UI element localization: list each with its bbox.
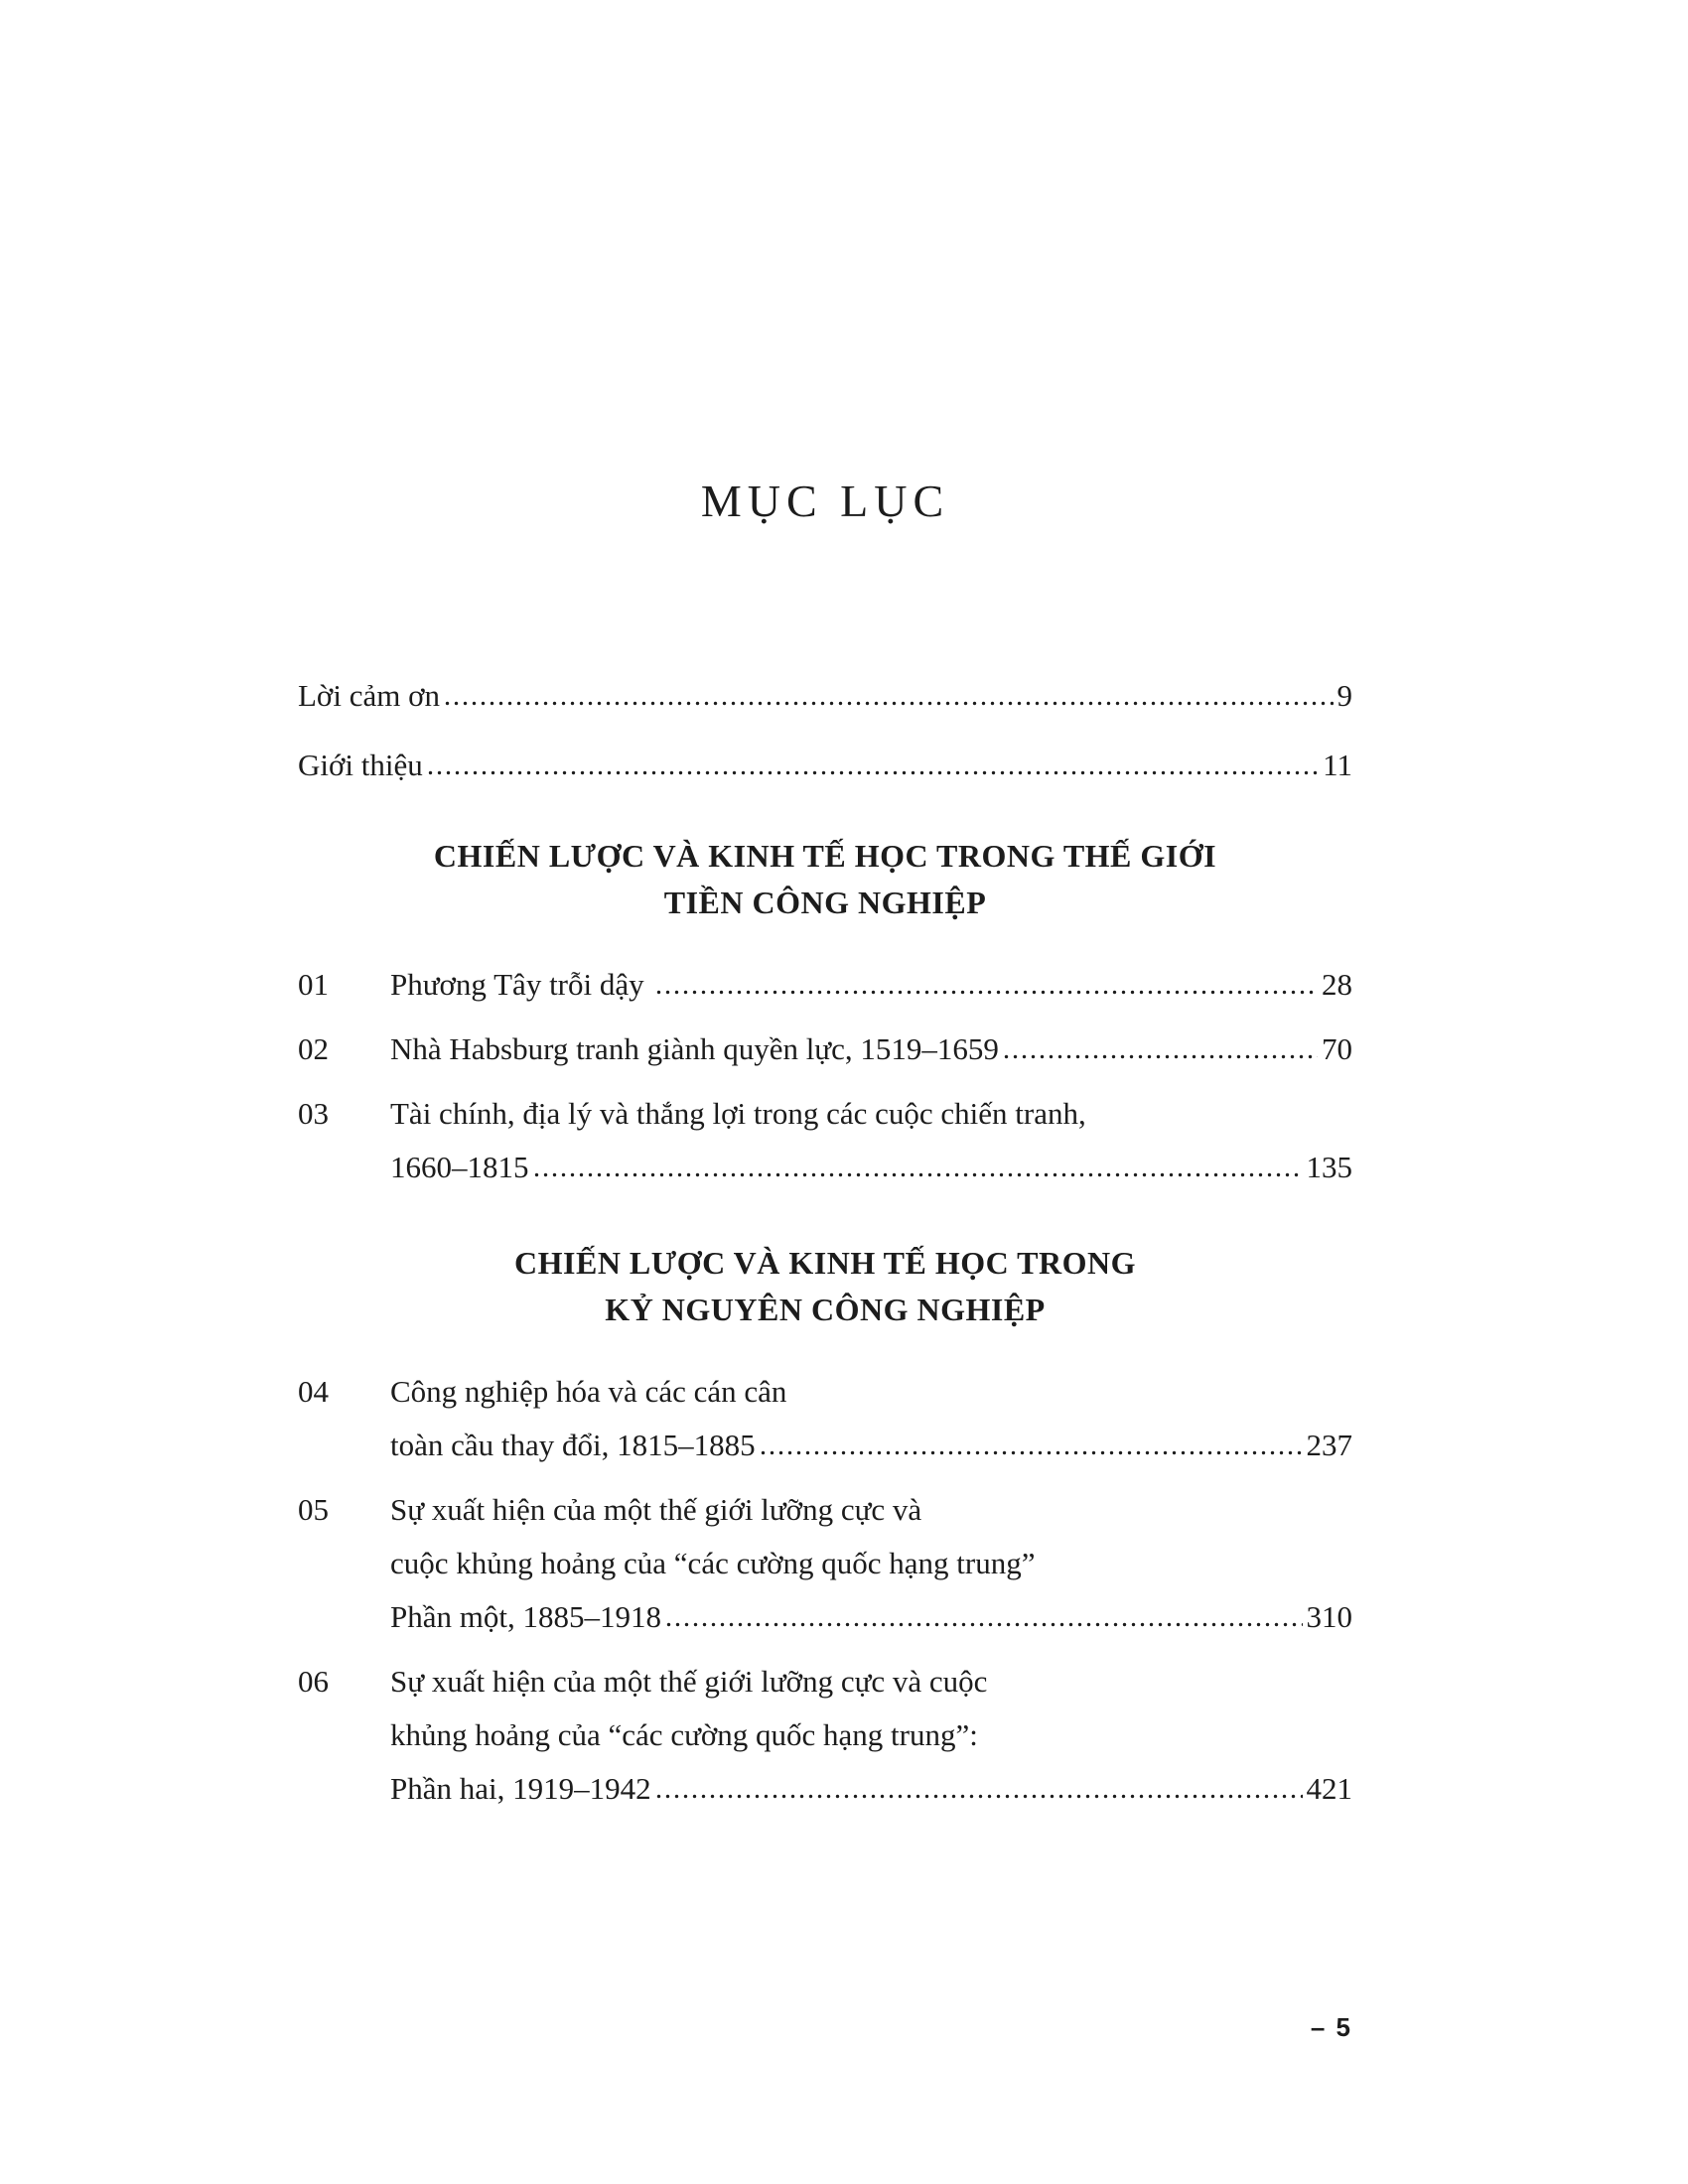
- chapter-title-text: Tài chính, địa lý và thắng lợi trong các cuộc chiến tranh,: [390, 1096, 1086, 1131]
- chapter-title: [390, 1087, 1352, 1194]
- chapter-page: 135: [1306, 1150, 1352, 1184]
- chapter-title-line: [390, 1590, 1352, 1644]
- chapter-number: 05: [298, 1492, 329, 1527]
- chapter-title: [390, 1023, 1352, 1076]
- section-heading: [298, 833, 1352, 926]
- chapter-title-line: [390, 1023, 1352, 1076]
- chapter-title-line: [390, 1419, 1352, 1472]
- chapter-entry: [298, 1483, 1352, 1644]
- section-heading: [298, 1240, 1352, 1333]
- page-number-footer: – 5: [1310, 2012, 1352, 2042]
- dot-leader: [443, 701, 1334, 706]
- chapter-page: 421: [1306, 1771, 1352, 1806]
- chapter-title: [390, 1365, 1352, 1472]
- chapter-title: [390, 1655, 1352, 1816]
- chapter-title-line: [390, 1655, 1352, 1708]
- toc-entry: [298, 744, 1352, 787]
- chapter-title-text: Sự xuất hiện của một thế giới lưỡng cực và: [390, 1492, 922, 1527]
- chapter-title-text: 1660–1815: [390, 1150, 529, 1184]
- toc-entry-label: Lời cảm ơn: [298, 678, 440, 713]
- chapter-number: 02: [298, 1031, 329, 1066]
- section-heading-line: KỶ NGUYÊN CÔNG NGHIỆP: [605, 1292, 1046, 1327]
- chapter-entry: [298, 1087, 1352, 1194]
- dot-leader: [759, 1450, 1303, 1455]
- toc-entry-label: Giới thiệu: [298, 748, 423, 782]
- chapter-title-text: Sự xuất hiện của một thế giới lưỡng cực và cuộc: [390, 1664, 988, 1699]
- chapter-entry: [298, 1023, 1352, 1076]
- chapter-entry: [298, 958, 1352, 1012]
- chapter-title: [390, 958, 1352, 1012]
- chapter-page: 28: [1322, 967, 1352, 1002]
- toc-list: [298, 674, 1352, 1816]
- toc-content: [298, 475, 1352, 1827]
- chapter-title-text: toàn cầu thay đổi, 1815–1885: [390, 1428, 756, 1462]
- chapter-title-line: [390, 1762, 1352, 1816]
- dot-leader: [532, 1172, 1303, 1177]
- toc-entry-page: 9: [1336, 678, 1352, 713]
- section-heading-line: CHIẾN LƯỢC VÀ KINH TẾ HỌC TRONG THẾ GIỚI: [433, 838, 1217, 874]
- dot-leader: [664, 1622, 1303, 1627]
- chapter-title-line: [390, 1365, 1352, 1419]
- chapter-entry: [298, 1365, 1352, 1472]
- chapter-number: 06: [298, 1664, 329, 1699]
- chapter-title-text: Nhà Habsburg tranh giành quyền lực, 1519–1659: [390, 1031, 999, 1066]
- chapter-title-text: Phần một, 1885–1918: [390, 1599, 661, 1634]
- chapter-title-line: [390, 1483, 1352, 1537]
- dot-leader: [654, 990, 1318, 995]
- chapter-entry: [298, 1655, 1352, 1816]
- chapter-title-text: Phương Tây trỗi dậy: [390, 967, 652, 1002]
- toc-entry-page: 11: [1323, 748, 1352, 782]
- chapter-title-line: [390, 1141, 1352, 1194]
- chapter-page: 70: [1322, 1031, 1352, 1066]
- dot-leader: [654, 1794, 1303, 1799]
- chapter-page: 310: [1306, 1599, 1352, 1634]
- dot-leader: [426, 770, 1319, 775]
- chapter-title: [390, 1483, 1352, 1644]
- chapter-number: 04: [298, 1374, 329, 1409]
- section-heading-line: TIỀN CÔNG NGHIỆP: [663, 885, 987, 920]
- dot-leader: [1002, 1054, 1318, 1059]
- toc-entry: [298, 674, 1352, 718]
- chapter-title-text: cuộc khủng hoảng của “các cường quốc hạng trung”: [390, 1546, 1036, 1580]
- chapter-title-line: [390, 1087, 1352, 1141]
- chapter-title-text: Công nghiệp hóa và các cán cân: [390, 1374, 787, 1409]
- chapter-number: 03: [298, 1096, 329, 1131]
- chapter-page: 237: [1306, 1428, 1352, 1462]
- chapter-title-line: [390, 1708, 1352, 1762]
- section-heading-line: CHIẾN LƯỢC VÀ KINH TẾ HỌC TRONG: [514, 1245, 1136, 1281]
- chapter-title-text: Phần hai, 1919–1942: [390, 1771, 651, 1806]
- chapter-title-text: khủng hoảng của “các cường quốc hạng trung”:: [390, 1717, 978, 1752]
- chapter-title-line: [390, 958, 1352, 1012]
- chapter-number: 01: [298, 967, 329, 1002]
- page-title: MỤC LỤC: [700, 476, 950, 526]
- chapter-title-line: [390, 1537, 1352, 1590]
